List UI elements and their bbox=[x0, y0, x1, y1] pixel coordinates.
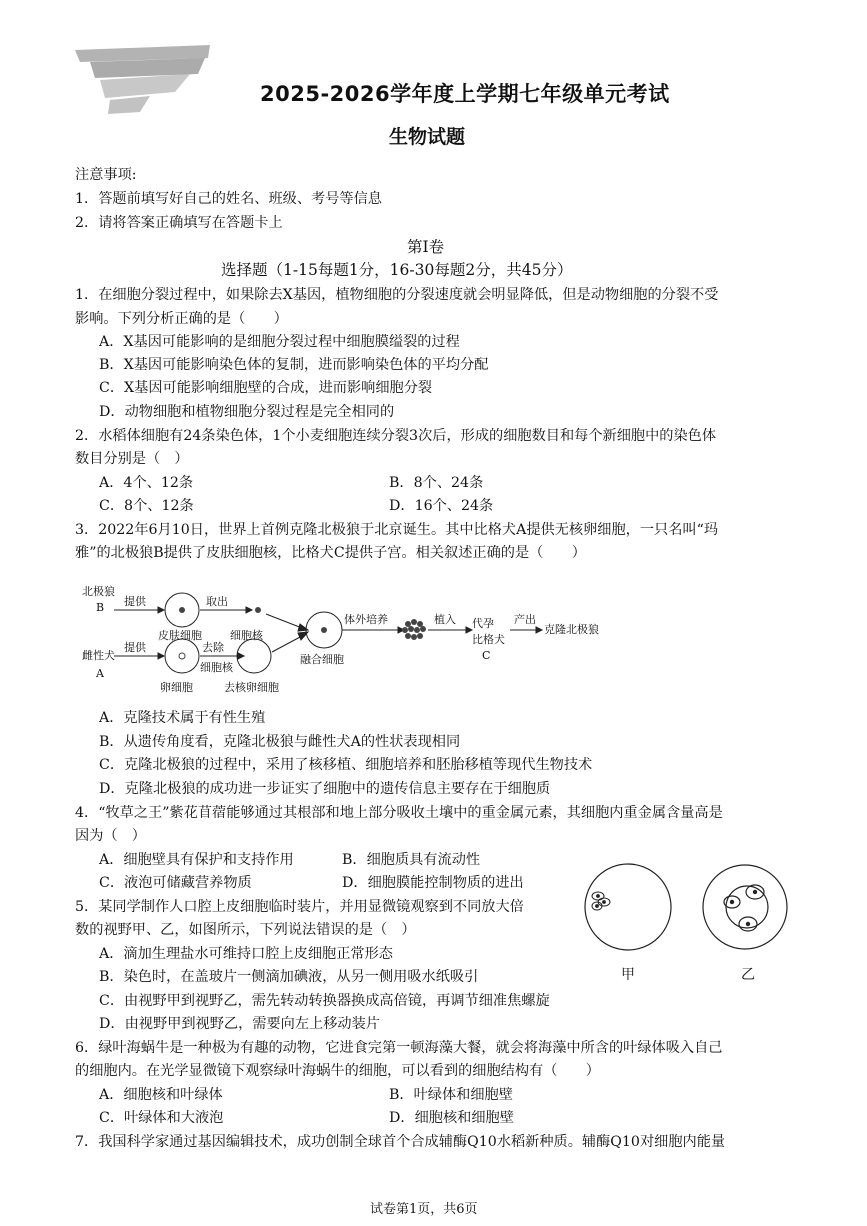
q7-stem: 7．我国科学家通过基因编辑技术，成功创制全球首个合成辅酶Q10水稻新种质。辅酶Q10对细胞内能量 bbox=[75, 1134, 726, 1150]
q2-option-a: A．4个、12条 bbox=[99, 475, 194, 491]
q2-stem: 2．水稻体细胞有24条染色体，1个小麦细胞连续分裂3次后，形成的细胞数目和每个新细胞中的染色体 bbox=[75, 428, 717, 444]
q5-option-b: B．染色时，在盖玻片一侧滴加碘液，从另一侧用吸水纸吸引 bbox=[99, 969, 479, 985]
label-culture: 体外培养 bbox=[344, 613, 388, 626]
q1-stem-cont: 影响。下列分析正确的是（ ） bbox=[75, 311, 288, 327]
q1-option-d: D．动物细胞和植物细胞分裂过程是完全相同的 bbox=[99, 404, 395, 420]
q6-option-d: D．细胞核和细胞壁 bbox=[389, 1110, 514, 1126]
q4-stem-cont: 因为（ ） bbox=[75, 828, 146, 844]
label-dog-a: 雌性犬 bbox=[82, 649, 115, 662]
q3-stem-cont: 雅”的北极狼B提供了皮肤细胞核，比格犬C提供子宫。相关叙述正确的是（ ） bbox=[75, 545, 586, 561]
notice-item: 1．答题前填写好自己的姓名、班级、考号等信息 bbox=[75, 191, 382, 207]
q2-option-b: B．8个、24条 bbox=[389, 475, 484, 491]
cloning-diagram bbox=[78, 572, 638, 700]
q3-option-a: A．克隆技术属于有性生殖 bbox=[99, 710, 266, 726]
q6-stem-cont: 的细胞内。在光学显微镜下观察绿叶海蜗牛的细胞，可以看到的细胞结构有（ ） bbox=[75, 1063, 600, 1079]
q3-option-b: B．从遗传角度看，克隆北极狼与雌性犬A的性状表现相同 bbox=[99, 734, 461, 750]
label-provide: 提供 bbox=[124, 641, 146, 654]
q4-option-d: D．细胞膜能控制物质的进出 bbox=[342, 875, 524, 891]
microscope-field-b bbox=[700, 862, 790, 962]
q6-option-c: C．叶绿体和大液泡 bbox=[99, 1110, 224, 1126]
label-surrogate-dog: 比格犬 bbox=[472, 633, 505, 646]
notice-item: 2．请将答案正确填写在答题卡上 bbox=[75, 215, 283, 231]
exam-subtitle: 生物试题 bbox=[389, 126, 466, 148]
label-remove: 去除 bbox=[202, 641, 224, 654]
q6-stem: 6．绿叶海蜗牛是一种极为有趣的动物，它进食完第一顿海藻大餐，就会将海藻中所含的叶绿体吸入自己 bbox=[75, 1040, 723, 1056]
label-fused-cell: 融合细胞 bbox=[300, 653, 344, 666]
label-implant: 植入 bbox=[434, 613, 456, 626]
q4-option-a: A．细胞壁具有保护和支持作用 bbox=[99, 852, 294, 868]
label-clone-wolf: 克隆北极狼 bbox=[544, 623, 599, 636]
q5-stem: 5．某同学制作人口腔上皮细胞临时装片，并用显微镜观察到不同放大倍 bbox=[75, 899, 524, 915]
q1-stem: 1．在细胞分裂过程中，如果除去X基因，植物细胞的分裂速度就会明显降低，但是动物细胞的分裂不受 bbox=[75, 287, 719, 303]
label-nucleus: 细胞核 bbox=[230, 629, 263, 642]
label-produce: 产出 bbox=[514, 613, 536, 626]
q5-stem-cont: 数的视野甲、乙，如图所示，下列说法错误的是（ ） bbox=[75, 922, 416, 938]
label-enucleated-egg: 去核卵细胞 bbox=[224, 681, 279, 694]
q3-option-c: C．克隆北极狼的过程中，采用了核移植、细胞培养和胚胎移植等现代生物技术 bbox=[99, 757, 593, 773]
label-surrogate-letter: C bbox=[482, 649, 491, 662]
q5-option-d: D．由视野甲到视野乙，需要向左上移动装片 bbox=[99, 1016, 380, 1032]
q1-option-b: B．X基因可能影响染色体的复制，进而影响染色体的平均分配 bbox=[99, 357, 489, 373]
label-takeout: 取出 bbox=[206, 595, 228, 608]
q3-stem: 3．2022年6月10日，世界上首例克隆北极狼于北京诞生。其中比格犬A提供无核卵细胞，一只名叫“玛 bbox=[75, 522, 719, 538]
exam-title: 2025-2026学年度上学期七年级单元考试 bbox=[260, 82, 670, 106]
notice-heading: 注意事项: bbox=[75, 167, 137, 183]
label-surrogate: 代孕 bbox=[472, 617, 494, 630]
label-dog-a-letter: A bbox=[96, 667, 104, 680]
scribble-mark bbox=[70, 40, 220, 120]
label-wolf-b-letter: B bbox=[96, 601, 105, 614]
q4-option-c: C．液泡可储藏营养物质 bbox=[99, 875, 252, 891]
section-desc: 选择题（1-15每题1分，16-30每题2分，共45分） bbox=[221, 261, 573, 279]
field-label-yi: 乙 bbox=[741, 967, 755, 983]
q1-option-a: A．X基因可能影响的是细胞分裂过程中细胞膜缢裂的过程 bbox=[99, 334, 460, 350]
label-remove-nucleus: 细胞核 bbox=[200, 661, 233, 674]
q4-stem: 4．“牧草之王”紫花苜蓿能够通过其根部和地上部分吸收土壤中的重金属元素，其细胞内重金属含量高是 bbox=[75, 805, 723, 821]
q1-option-c: C．X基因可能影响细胞壁的合成，进而影响细胞分裂 bbox=[99, 380, 433, 396]
q2-option-c: C．8个、12条 bbox=[99, 498, 194, 514]
q2-stem-cont: 数目分别是（ ） bbox=[75, 451, 189, 467]
label-skin-cell: 皮肤细胞 bbox=[158, 629, 202, 642]
q5-option-a: A．滴加生理盐水可维持口腔上皮细胞正常形态 bbox=[99, 946, 393, 962]
q6-option-b: B．叶绿体和细胞壁 bbox=[389, 1087, 513, 1103]
field-label-jia: 甲 bbox=[621, 967, 635, 983]
section-title: 第Ⅰ卷 bbox=[407, 238, 445, 256]
label-provide: 提供 bbox=[124, 595, 146, 608]
label-wolf-b: 北极狼 bbox=[82, 585, 115, 598]
page-footer: 试卷第1页，共6页 bbox=[370, 1202, 478, 1217]
q3-option-d: D．克隆北极狼的成功进一步证实了细胞中的遗传信息主要存在于细胞质 bbox=[99, 781, 551, 797]
label-egg-cell: 卵细胞 bbox=[160, 681, 193, 694]
q2-option-d: D．16个、24条 bbox=[389, 498, 494, 514]
q5-option-c: C．由视野甲到视野乙，需先转动转换器换成高倍镜，再调节细准焦螺旋 bbox=[99, 993, 550, 1009]
q6-option-a: A．细胞核和叶绿体 bbox=[99, 1087, 223, 1103]
q4-option-b: B．细胞质具有流动性 bbox=[342, 852, 481, 868]
